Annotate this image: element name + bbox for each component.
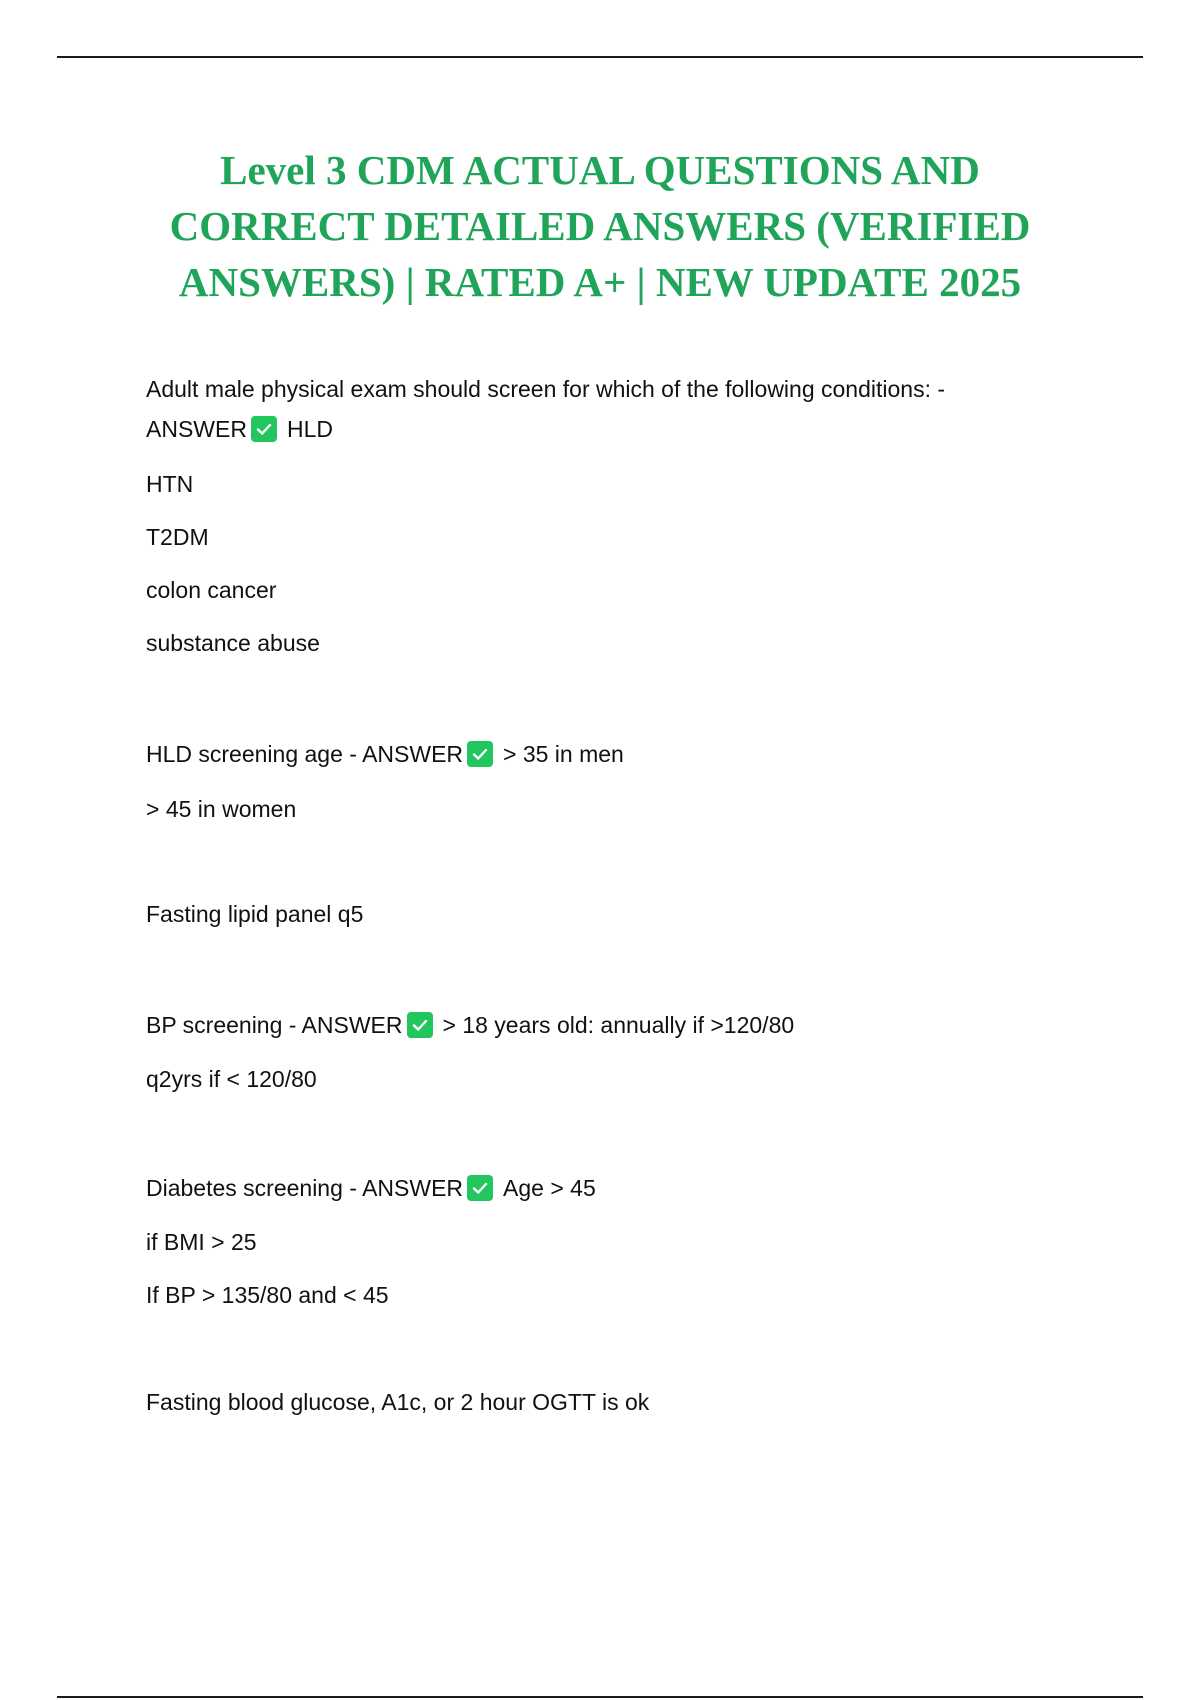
- q4-answer-item: If BP > 135/80 and < 45: [146, 1282, 389, 1308]
- check-mark-icon: [467, 741, 493, 767]
- q4-note: Fasting blood glucose, A1c, or 2 hour OGTT is ok: [146, 1389, 650, 1415]
- check-mark-icon: [467, 1175, 493, 1201]
- document-title: [100, 142, 1100, 310]
- q3-answer-first: > 18 years old: annually if >120/80: [442, 1012, 795, 1038]
- q4-answer-first: Age > 45: [503, 1175, 596, 1201]
- title-line-1: Level 3 CDM ACTUAL QUESTIONS AND: [220, 147, 980, 193]
- q3-question: BP screening - ANSWER: [146, 1012, 403, 1038]
- top-divider: [57, 56, 1143, 58]
- bottom-divider: [57, 1696, 1143, 1698]
- q1-answer-item: substance abuse: [146, 630, 320, 656]
- q2-note: Fasting lipid panel q5: [146, 901, 364, 927]
- q1-answer-item: HTN: [146, 471, 194, 497]
- q2-answer-item: > 45 in women: [146, 796, 297, 822]
- q4-question: Diabetes screening - ANSWER: [146, 1175, 464, 1201]
- answer-prefix: ANSWER: [146, 416, 247, 442]
- q1-answer-line: [146, 414, 333, 444]
- q4-answer-item: if BMI > 25: [146, 1229, 257, 1255]
- q1-question: Adult male physical exam should screen for which of the following conditions: -: [146, 376, 946, 402]
- q1-answer-item: T2DM: [146, 524, 209, 550]
- q3-line: [146, 1010, 794, 1040]
- q1-answer-item: colon cancer: [146, 577, 277, 603]
- title-line-2: CORRECT DETAILED ANSWERS (VERIFIED: [169, 203, 1031, 249]
- q2-question: HLD screening age - ANSWER: [146, 741, 464, 767]
- q1-answer-first: HLD: [286, 416, 333, 442]
- title-line-3: ANSWERS) | RATED A+ | NEW UPDATE 2025: [178, 259, 1022, 305]
- check-mark-icon: [251, 416, 277, 442]
- q2-line: [146, 739, 624, 769]
- q4-line: [146, 1173, 596, 1203]
- q2-answer-first: > 35 in men: [503, 741, 624, 767]
- q3-answer-item: q2yrs if < 120/80: [146, 1066, 317, 1092]
- check-mark-icon: [407, 1012, 433, 1038]
